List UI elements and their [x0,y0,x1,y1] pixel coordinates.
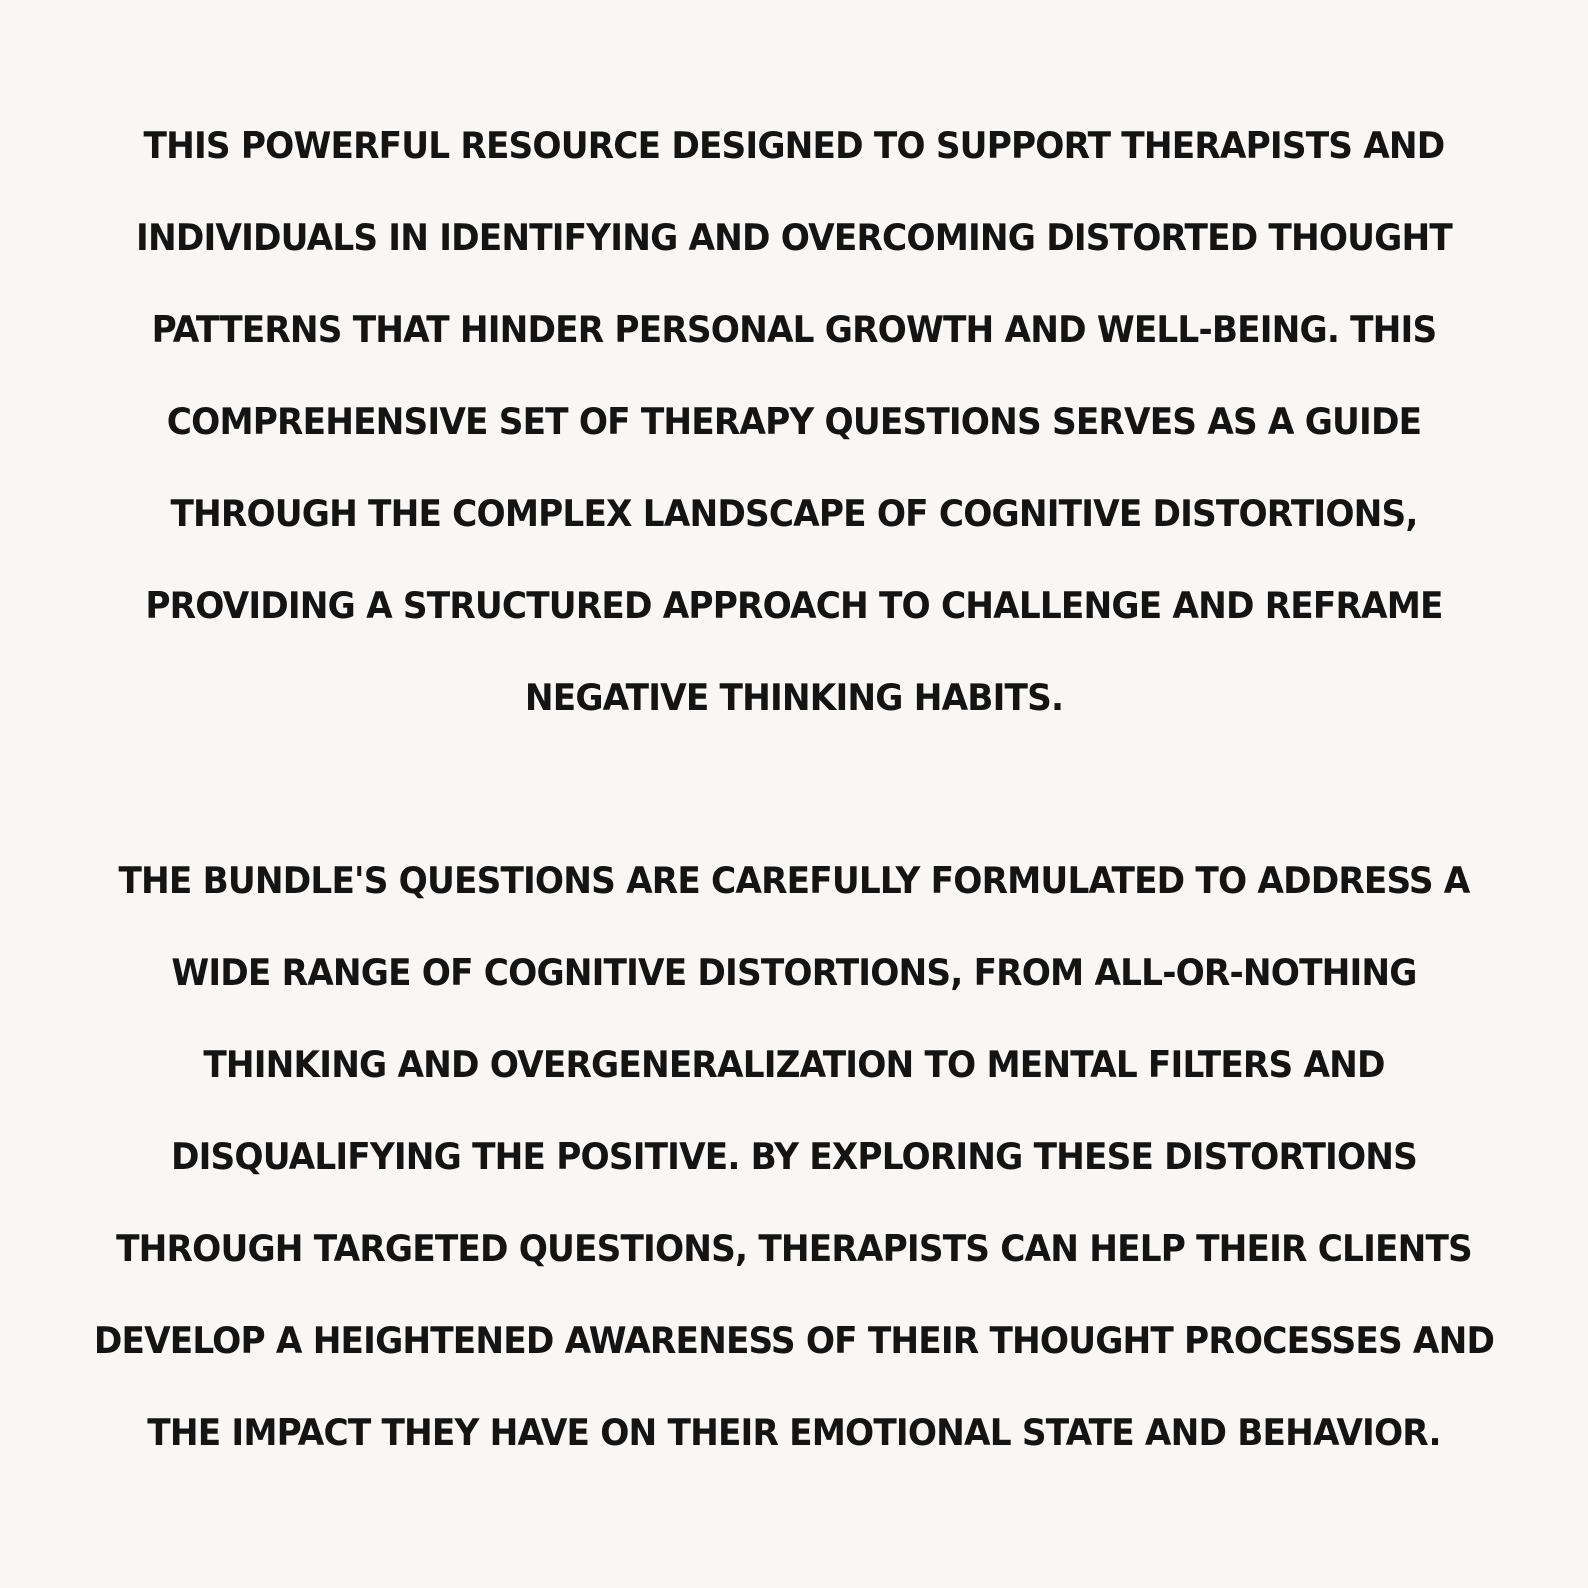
paragraph-line: DEVELOP A HEIGHTENED AWARENESS OF THEIR THOUGHT PROCESSES AND [93,1319,1495,1362]
paragraph-line: WIDE RANGE OF COGNITIVE DISTORTIONS, FROM ALL-OR-NOTHING [171,951,1417,994]
paragraph-line: NEGATIVE THINKING HABITS. [524,676,1064,719]
paragraph-line: THE BUNDLE'S QUESTIONS ARE CAREFULLY FORMULATED TO ADDRESS A [118,859,1470,902]
paragraph-line: THROUGH TARGETED QUESTIONS, THERAPISTS CAN HELP THEIR CLIENTS [116,1227,1472,1270]
paragraph-line: INDIVIDUALS IN IDENTIFYING AND OVERCOMING DISTORTED THOUGHT [136,216,1452,259]
paragraph-line: THE IMPACT THEY HAVE ON THEIR EMOTIONAL STATE AND BEHAVIOR. [147,1411,1441,1454]
paragraph-line: THINKING AND OVERGENERALIZATION TO MENTAL FILTERS AND [203,1043,1385,1086]
paragraph-line: DISQUALIFYING THE POSITIVE. BY EXPLORING THESE DISTORTIONS [170,1135,1418,1178]
paragraph-line: THIS POWERFUL RESOURCE DESIGNED TO SUPPORT THERAPISTS AND [143,124,1445,167]
paragraph-line: PATTERNS THAT HINDER PERSONAL GROWTH AND WELL-BEING. THIS [151,308,1437,351]
paragraph-line: THROUGH THE COMPLEX LANDSCAPE OF COGNITIVE DISTORTIONS, [170,492,1418,535]
paragraph-line: COMPREHENSIVE SET OF THERAPY QUESTIONS SERVES AS A GUIDE [166,400,1422,443]
paragraph-line: PROVIDING A STRUCTURED APPROACH TO CHALLENGE AND REFRAME [145,584,1443,627]
